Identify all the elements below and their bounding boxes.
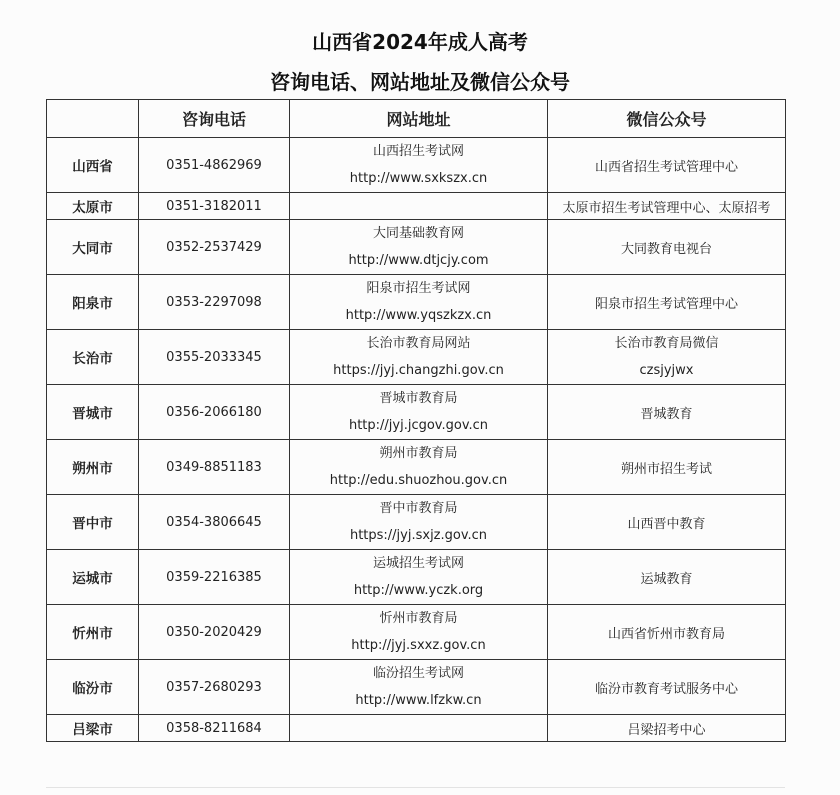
website-url[interactable]: http://jyj.sxxz.gov.cn (351, 638, 486, 653)
city-cell: 晋中市 (47, 495, 139, 550)
website-cell (290, 385, 548, 440)
city-cell: 临汾市 (47, 660, 139, 715)
phone-cell: 0353-2297098 (139, 275, 290, 330)
page-title: 山西省2024年成人高考 (312, 30, 528, 54)
phone-cell: 0355-2033345 (139, 330, 290, 385)
phone-cell: 0356-2066180 (139, 385, 290, 440)
website-name: 晋城市教育局 (379, 391, 458, 406)
table-row (47, 193, 786, 220)
website-url[interactable]: https://jyj.sxjz.gov.cn (349, 528, 488, 543)
wechat-cell: 山西晋中教育 (548, 495, 786, 550)
website-name: 阳泉市招生考试网 (366, 281, 471, 296)
website-cell (290, 330, 548, 385)
table-row (47, 275, 786, 330)
website-name: 长治市教育局网站 (366, 336, 471, 351)
phone-cell: 0357-2680293 (139, 660, 290, 715)
contact-table (46, 99, 786, 742)
header-wechat: 微信公众号 (548, 100, 786, 138)
website-url[interactable]: https://jyj.changzhi.gov.cn (333, 363, 504, 378)
wechat-id: czsjyjwx (639, 363, 694, 378)
table-row (47, 330, 786, 385)
table-row (47, 715, 786, 742)
city-cell: 长治市 (47, 330, 139, 385)
website-name: 大同基础教育网 (372, 226, 464, 241)
website-cell (290, 660, 548, 715)
website-cell (290, 715, 548, 742)
city-cell: 吕梁市 (47, 715, 139, 742)
phone-cell: 0351-3182011 (139, 193, 290, 220)
website-cell (290, 605, 548, 660)
table-row (47, 220, 786, 275)
header-website: 网站地址 (290, 100, 548, 138)
website-url[interactable]: http://www.yqszkzx.cn (345, 308, 492, 323)
table-header-row (47, 100, 786, 138)
wechat-cell: 山西省招生考试管理中心 (548, 138, 786, 193)
phone-cell: 0351-4862969 (139, 138, 290, 193)
website-name: 朔州市教育局 (379, 446, 458, 461)
website-url[interactable]: http://jyj.jcgov.gov.cn (348, 418, 489, 433)
website-cell (290, 440, 548, 495)
website-cell (290, 495, 548, 550)
wechat-cell: 晋城教育 (548, 385, 786, 440)
wechat-cell: 山西省忻州市教育局 (548, 605, 786, 660)
city-cell: 晋城市 (47, 385, 139, 440)
website-name: 晋中市教育局 (379, 501, 458, 516)
wechat-name: 长治市教育局微信 (614, 336, 719, 351)
phone-cell: 0350-2020429 (139, 605, 290, 660)
website-cell (290, 275, 548, 330)
wechat-cell (548, 330, 786, 385)
footer-divider (46, 787, 785, 788)
wechat-cell: 朔州市招生考试 (548, 440, 786, 495)
table-row (47, 385, 786, 440)
phone-cell: 0349-8851183 (139, 440, 290, 495)
wechat-cell: 太原市招生考试管理中心、太原招考 (548, 193, 786, 220)
website-name: 运城招生考试网 (372, 556, 464, 571)
phone-cell: 0354-3806645 (139, 495, 290, 550)
wechat-cell: 吕梁招考中心 (548, 715, 786, 742)
city-cell: 大同市 (47, 220, 139, 275)
website-url[interactable]: http://edu.shuozhou.gov.cn (329, 473, 508, 488)
city-cell: 运城市 (47, 550, 139, 605)
website-cell (290, 550, 548, 605)
wechat-cell: 阳泉市招生考试管理中心 (548, 275, 786, 330)
page-subtitle: 咨询电话、网站地址及微信公众号 (270, 70, 570, 94)
website-url[interactable]: http://www.sxkszx.cn (349, 171, 488, 186)
wechat-cell: 大同教育电视台 (548, 220, 786, 275)
website-name: 忻州市教育局 (379, 611, 458, 626)
website-url[interactable]: http://www.dtjcjy.com (348, 253, 489, 268)
city-cell: 阳泉市 (47, 275, 139, 330)
table-row (47, 138, 786, 193)
wechat-cell: 临汾市教育考试服务中心 (548, 660, 786, 715)
website-name: 临汾招生考试网 (372, 666, 464, 681)
table-row (47, 440, 786, 495)
city-cell: 朔州市 (47, 440, 139, 495)
website-cell (290, 220, 548, 275)
header-phone: 咨询电话 (139, 100, 290, 138)
city-cell: 忻州市 (47, 605, 139, 660)
website-url[interactable]: http://www.lfzkw.cn (355, 693, 482, 708)
website-cell (290, 138, 548, 193)
table-row (47, 660, 786, 715)
phone-cell: 0352-2537429 (139, 220, 290, 275)
city-cell: 山西省 (47, 138, 139, 193)
website-cell (290, 193, 548, 220)
table-row (47, 550, 786, 605)
table-row (47, 495, 786, 550)
phone-cell: 0358-8211684 (139, 715, 290, 742)
website-url[interactable]: http://www.yczk.org (353, 583, 484, 598)
city-cell: 太原市 (47, 193, 139, 220)
phone-cell: 0359-2216385 (139, 550, 290, 605)
website-name: 山西招生考试网 (372, 144, 464, 159)
header-blank (47, 100, 139, 138)
wechat-cell: 运城教育 (548, 550, 786, 605)
table-row (47, 605, 786, 660)
